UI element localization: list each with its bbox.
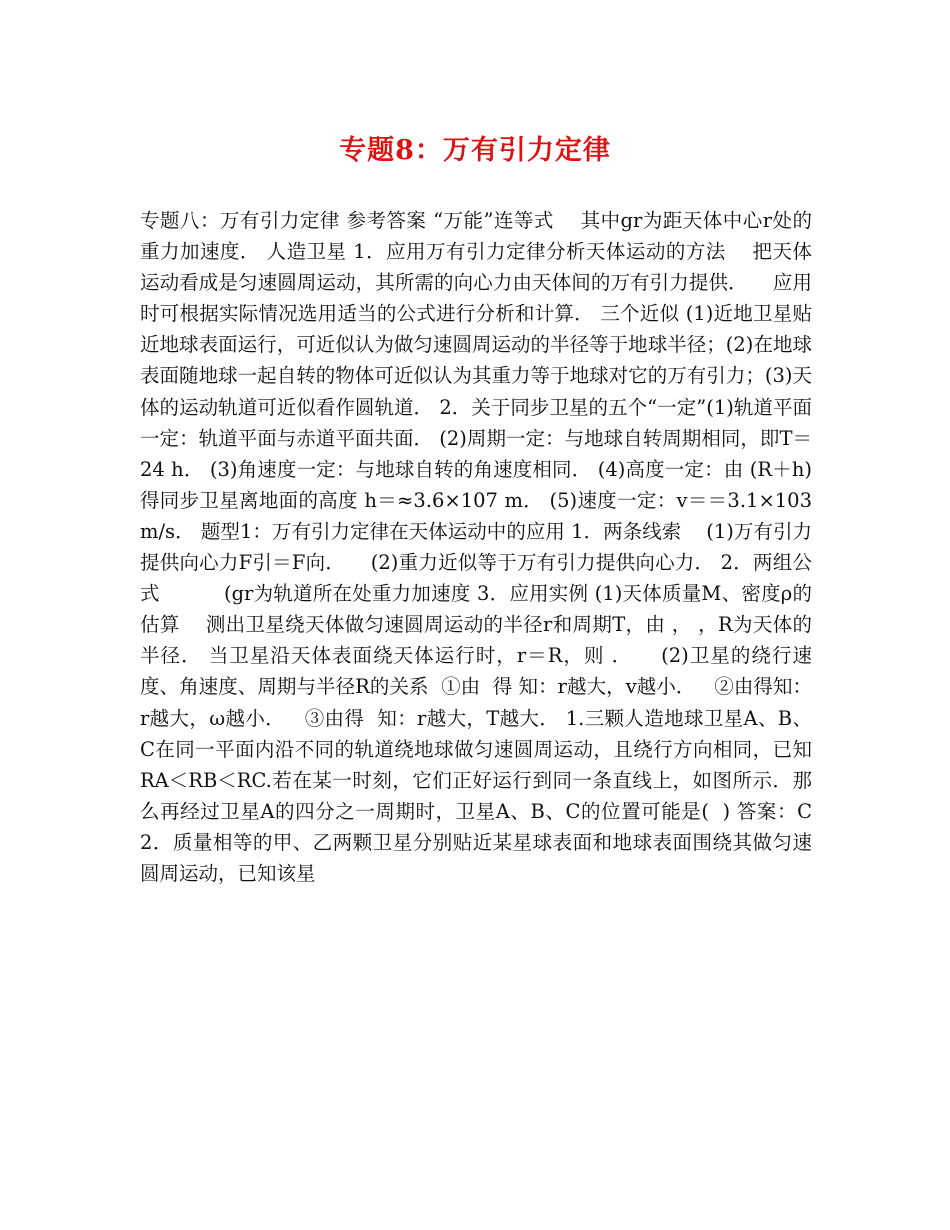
- document-body-text: 专题八：万有引力定律 参考答案 “万能”连等式 其中gr为距天体中心r处的重力加速度． 人造卫星 1．应用万有引力定律分析天体运动的方法 把天体运动看成是匀速圆周运动，其所需的向心力由天体间的万有引力提供． 应用时可根据实际情况选用适当的公式进行分析和计算． 三个近似 (1)近地卫星贴近地球表面运行，可近似认为做匀速圆周运动的半径等于地球半径；(2)在地球表面随地球一起自转的物体可近似认为其重力等于地球对它的万有引力；(3)天体的运动轨道可近似看作圆轨道． 2．关于同步卫星的五个“一定”(1)轨道平面一定：轨道平面与赤道平面共面． (2)周期一定：与地球自转周期相同，即T＝24 h． (3)角速度一定：与地球自转的角速度相同． (4)高度一定：由 (R＋h)得同步卫星离地面的高度 h＝≈3.6×107 m． (5)速度一定：v＝＝3.1×103 m/s． 题型1：万有引力定律在天体运动中的应用 1．两条线索 (1)万有引力提供向心力F引＝F向． (2)重力近似等于万有引力提供向心力． 2．两组公式 (gr为轨道所在处重力加速度 3．应用实例 (1)天体质量M、密度ρ的估算 测出卫星绕天体做匀速圆周运动的半径r和周期T，由 ， ，R为天体的半径． 当卫星沿天体表面绕天体运行时，r＝R，则 ． (2)卫星的绕行速度、角速度、周期与半径R的关系 ①由 得 知：r越大，v越小． ②由得知：r越大，ω越小． ③由得 知：r越大，T越大． 1.三颗人造地球卫星A、B、C在同一平面内沿不同的轨道绕地球做匀速圆周运动，且绕行方向相同，已知RA＜RB＜RC.若在某一时刻，它们正好运行到同一条直线上，如图所示．那么再经过卫星A的四分之一周期时，卫星A、B、C的位置可能是( ) 答案：C 2．质量相等的甲、乙两颗卫星分别贴近某星球表面和地球表面围绕其做匀速圆周运动，已知该星: [140, 209, 819, 885]
- document-title: 专题8：万有引力定律: [339, 135, 611, 166]
